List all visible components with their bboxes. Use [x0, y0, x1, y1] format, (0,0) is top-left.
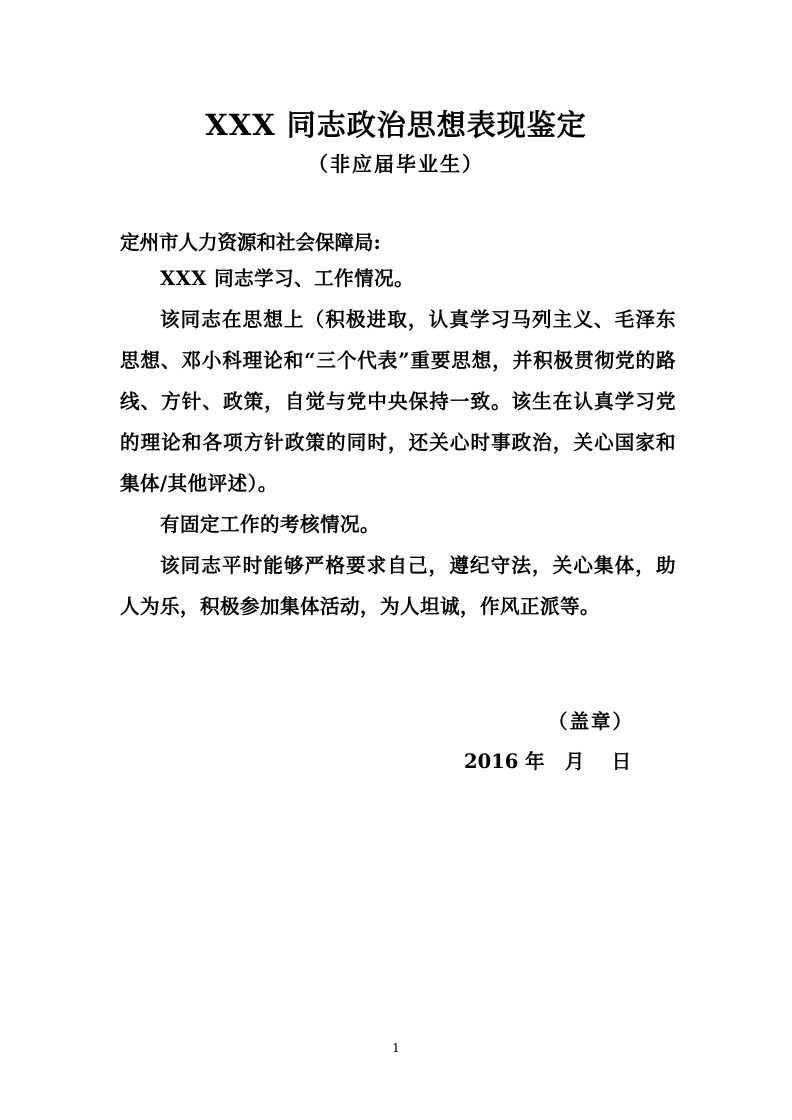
seal-label: （盖章） — [548, 710, 635, 733]
paragraph-political-thought: 该同志在思想上（积极进取，认真学习马列主义、毛泽东思想、邓小科理论和“三个代表”重要思想，并积极贯彻党的路线、方针、政策，自觉与党中央保持一致。该生在认真学习党的理论和各项方针政策的同时，还关心时事政治，关心国家和集体/其他评述）。 — [120, 308, 676, 495]
page-number: 1 — [392, 1041, 400, 1055]
paragraph-assessment: 有固定工作的考核情况。 — [160, 513, 381, 536]
paragraph-conduct: 该同志平时能够严格要求自己，遵纪守法，关心集体，助人为乐，积极参加集体活动，为人坦诚，作风正派等。 — [120, 554, 676, 618]
salutation: 定州市人力资源和社会保障局: — [120, 231, 381, 254]
paragraph-work-status: XXX 同志学习、工作情况。 — [160, 267, 415, 290]
body-paragraphs — [120, 258, 676, 627]
date-line: 2016 年 月 日 — [464, 750, 632, 773]
page-title: XXX 同志政治思想表现鉴定 — [205, 108, 587, 142]
page-subtitle: （非应届毕业生） — [308, 152, 484, 176]
